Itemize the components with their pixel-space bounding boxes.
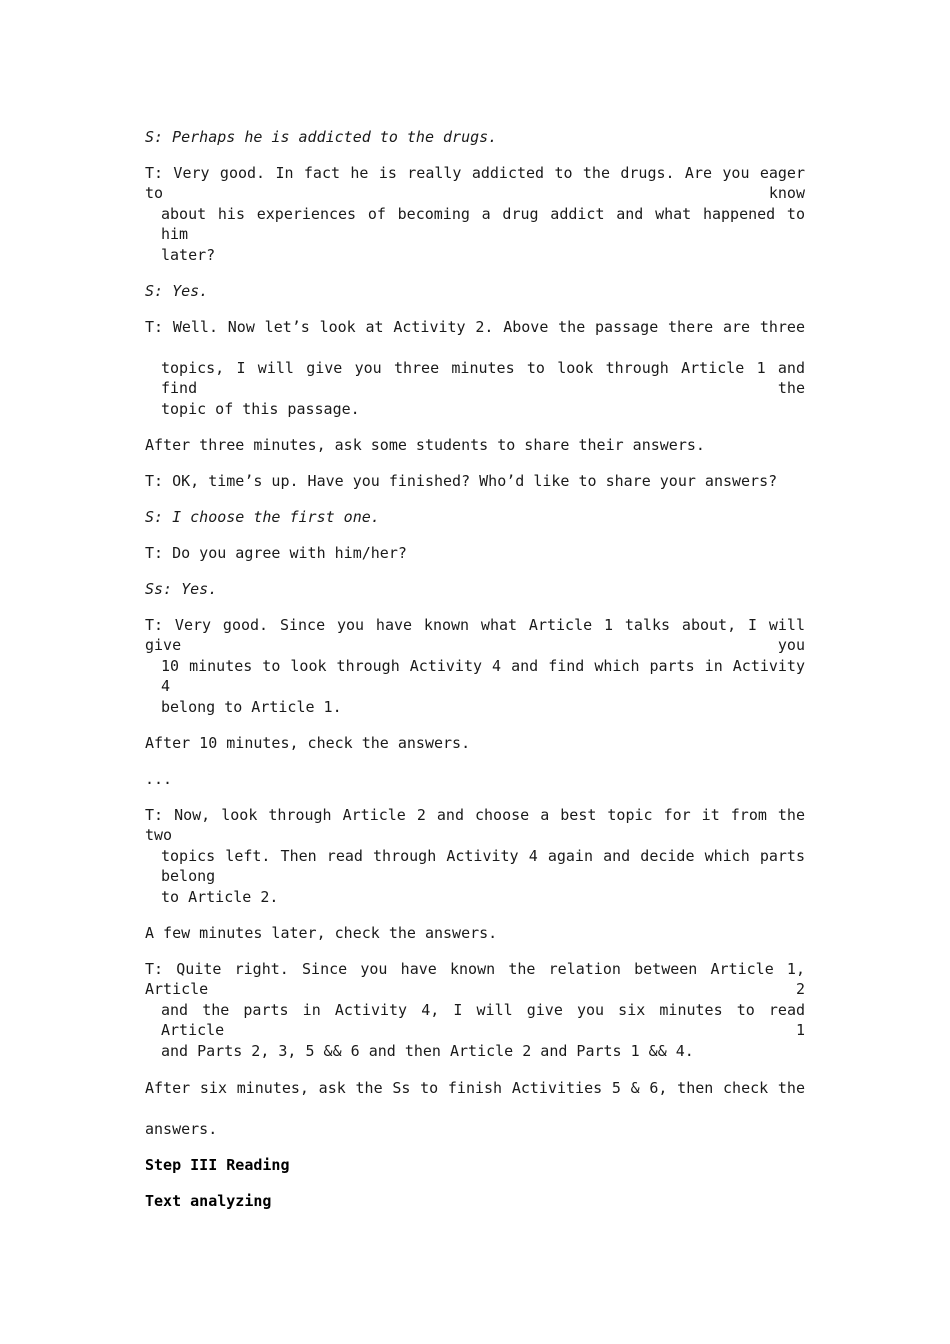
teacher-line: T: Very good. Since you have known what Article 1 talks about, I will give you	[145, 616, 805, 654]
teacher-line-continued: topics, I will give you three minutes to look through Article 1 and find the	[161, 359, 805, 397]
instruction-line: A few minutes later, check the answers.	[145, 924, 498, 942]
teacher-line: T: Do you agree with him/her?	[145, 544, 407, 562]
students-line: Ss: Yes.	[145, 580, 218, 598]
teacher-line: T: Well. Now let’s look at Activity 2. Above the passage there are three	[145, 318, 805, 336]
teacher-line: T: OK, time’s up. Have you finished? Who’d like to share your answers?	[145, 472, 778, 490]
teacher-line-continued: later?	[161, 246, 216, 264]
instruction-line: After 10 minutes, check the answers.	[145, 734, 471, 752]
student-line: S: I choose the first one.	[145, 508, 380, 526]
student-line: S: Perhaps he is addicted to the drugs.	[145, 128, 498, 146]
student-line: S: Yes.	[145, 282, 209, 300]
section-heading: Text analyzing	[145, 1192, 272, 1210]
teacher-line-continued: to Article 2.	[161, 888, 279, 906]
teacher-line-continued: 10 minutes to look through Activity 4 and find which parts in Activity 4	[161, 657, 805, 695]
teacher-line-continued: topics left. Then read through Activity 4 again and decide which parts belong	[161, 847, 805, 885]
teacher-line-continued: belong to Article 1.	[161, 698, 342, 716]
teacher-line-continued: and Parts 2, 3, 5 && 6 and then Article 2 and Parts 1 && 4.	[161, 1042, 694, 1060]
teacher-line: T: Quite right. Since you have known the relation between Article 1, Article 2	[145, 960, 805, 998]
ellipsis-line: ...	[145, 770, 173, 788]
teacher-line-continued: and the parts in Activity 4, I will give you six minutes to read Article 1	[161, 1001, 805, 1039]
step-heading: Step III Reading	[145, 1156, 290, 1174]
teacher-line-continued: topic of this passage.	[161, 400, 360, 418]
instruction-line-continued: answers.	[145, 1120, 218, 1138]
instruction-line: After six minutes, ask the Ss to finish Activities 5 & 6, then check the	[145, 1079, 805, 1097]
instruction-line: After three minutes, ask some students to share their answers.	[145, 436, 705, 454]
teacher-line: T: Very good. In fact he is really addicted to the drugs. Are you eager to know	[145, 164, 805, 202]
teacher-line-continued: about his experiences of becoming a drug addict and what happened to him	[161, 205, 805, 243]
teacher-line: T: Now, look through Article 2 and choose a best topic for it from the two	[145, 806, 805, 844]
